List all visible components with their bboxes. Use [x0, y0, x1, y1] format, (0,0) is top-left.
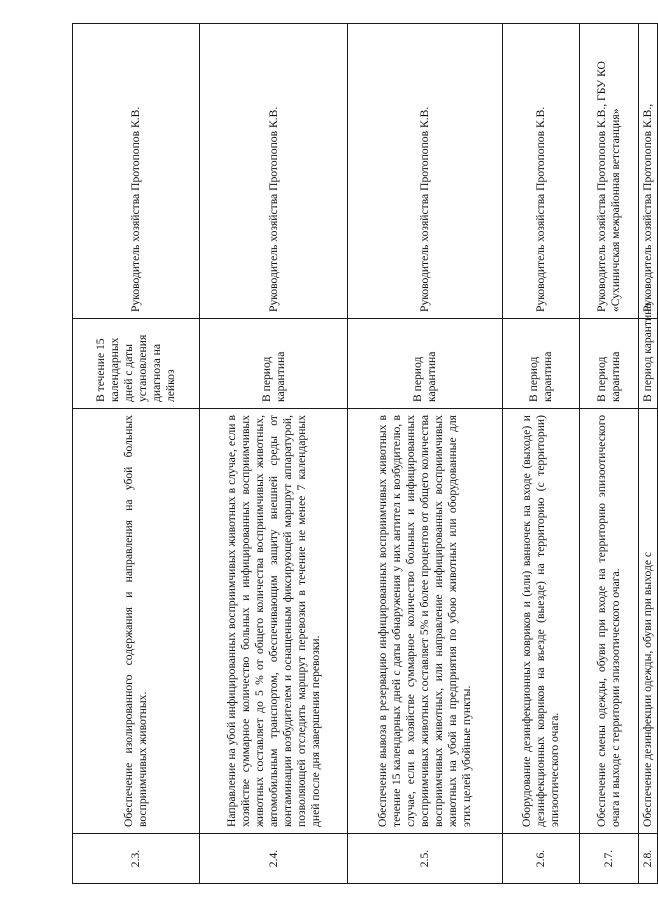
- table-row: [73, 24, 200, 884]
- measure-term: В период карантина: [503, 319, 580, 409]
- measure-term: В период карантина: [580, 319, 639, 409]
- row-number: 2.6.: [503, 834, 580, 884]
- responsible-person: Руководитель хозяйства Протопопов К.В.: [200, 24, 348, 319]
- row-number: 2.7.: [580, 834, 639, 884]
- quarantine-measures-table: [72, 23, 658, 884]
- measure-description: Обеспечение вывоза в резервацию инфицированных восприимчивых животных в течение 15 календарных дней с даты обнаружения у них антител к возбудителю, в случае, если в хозяйстве суммарное количество больных и инфицированных восприимчивых животных составляет 5% и более процентов от общего количества восприимчивых животных, или направление инфицированных восприимчивых животных на убой на предприятия по убою животных или оборудованные для этих целей убойные пункты.: [348, 409, 503, 834]
- responsible-person: Руководитель хозяйства Протопопов К.В.,: [639, 24, 658, 319]
- measure-description: Обеспечение смены одежды, обуви при входе на территорию эпизоотического очага и выходе с территории эпизоотического очага.: [580, 409, 639, 834]
- row-number: 2.3.: [73, 834, 200, 884]
- row-number: 2.5.: [348, 834, 503, 884]
- table-row: [580, 24, 639, 884]
- measure-term: В течение 15 календарных дней с даты установления диагноза на лейкоз: [73, 319, 200, 409]
- measure-description: Обеспечение изолированного содержания и направления на убой больных восприимчивых животных.: [73, 409, 200, 834]
- row-number: 2.4.: [200, 834, 348, 884]
- table-row: [503, 24, 580, 884]
- measure-term: В период карантина: [200, 319, 348, 409]
- table-row: [200, 24, 348, 884]
- measure-description: Направление на убой инфицированных восприимчивых животных в случае, если в хозяйстве суммарное количество больных и инфицированных восприимчивых животных составляет до 5 % от общего количества восприимчивых животных, автомобильным транспортом, обеспечивающим защиту внешней среды от контаминации возбудителем и оснащенным фиксирующей маршрут аппаратурой, позволяющей отследить маршрут перевозки в течение не менее 7 календарных дней после дня завершения перевозки.: [200, 409, 348, 834]
- table-row: [348, 24, 503, 884]
- responsible-person: Руководитель хозяйства Протопопов К.В.: [503, 24, 580, 319]
- table-row: [639, 24, 658, 884]
- measure-description: Оборудование дезинфекционных ковриков и (или) ванночек на входе (выходе) и дезинфекционных ковриков на въезде (выезде) на территорию (с территории) эпизоотического очага.: [503, 409, 580, 834]
- measure-description: Обеспечение дезинфекции одежды, обуви при выходе с: [639, 409, 658, 834]
- row-number: 2.8.: [639, 834, 658, 884]
- measure-term: В период карантина: [639, 319, 658, 409]
- measure-term: В период карантина: [348, 319, 503, 409]
- responsible-person: Руководитель хозяйства Протопопов К.В.: [73, 24, 200, 319]
- responsible-person: Руководитель хозяйства Протопопов К.В.: [348, 24, 503, 319]
- responsible-person: Руководитель хозяйства Протопопов К.В., ГБУ КО «Сухиничская межрайонная ветстанция»: [580, 24, 639, 319]
